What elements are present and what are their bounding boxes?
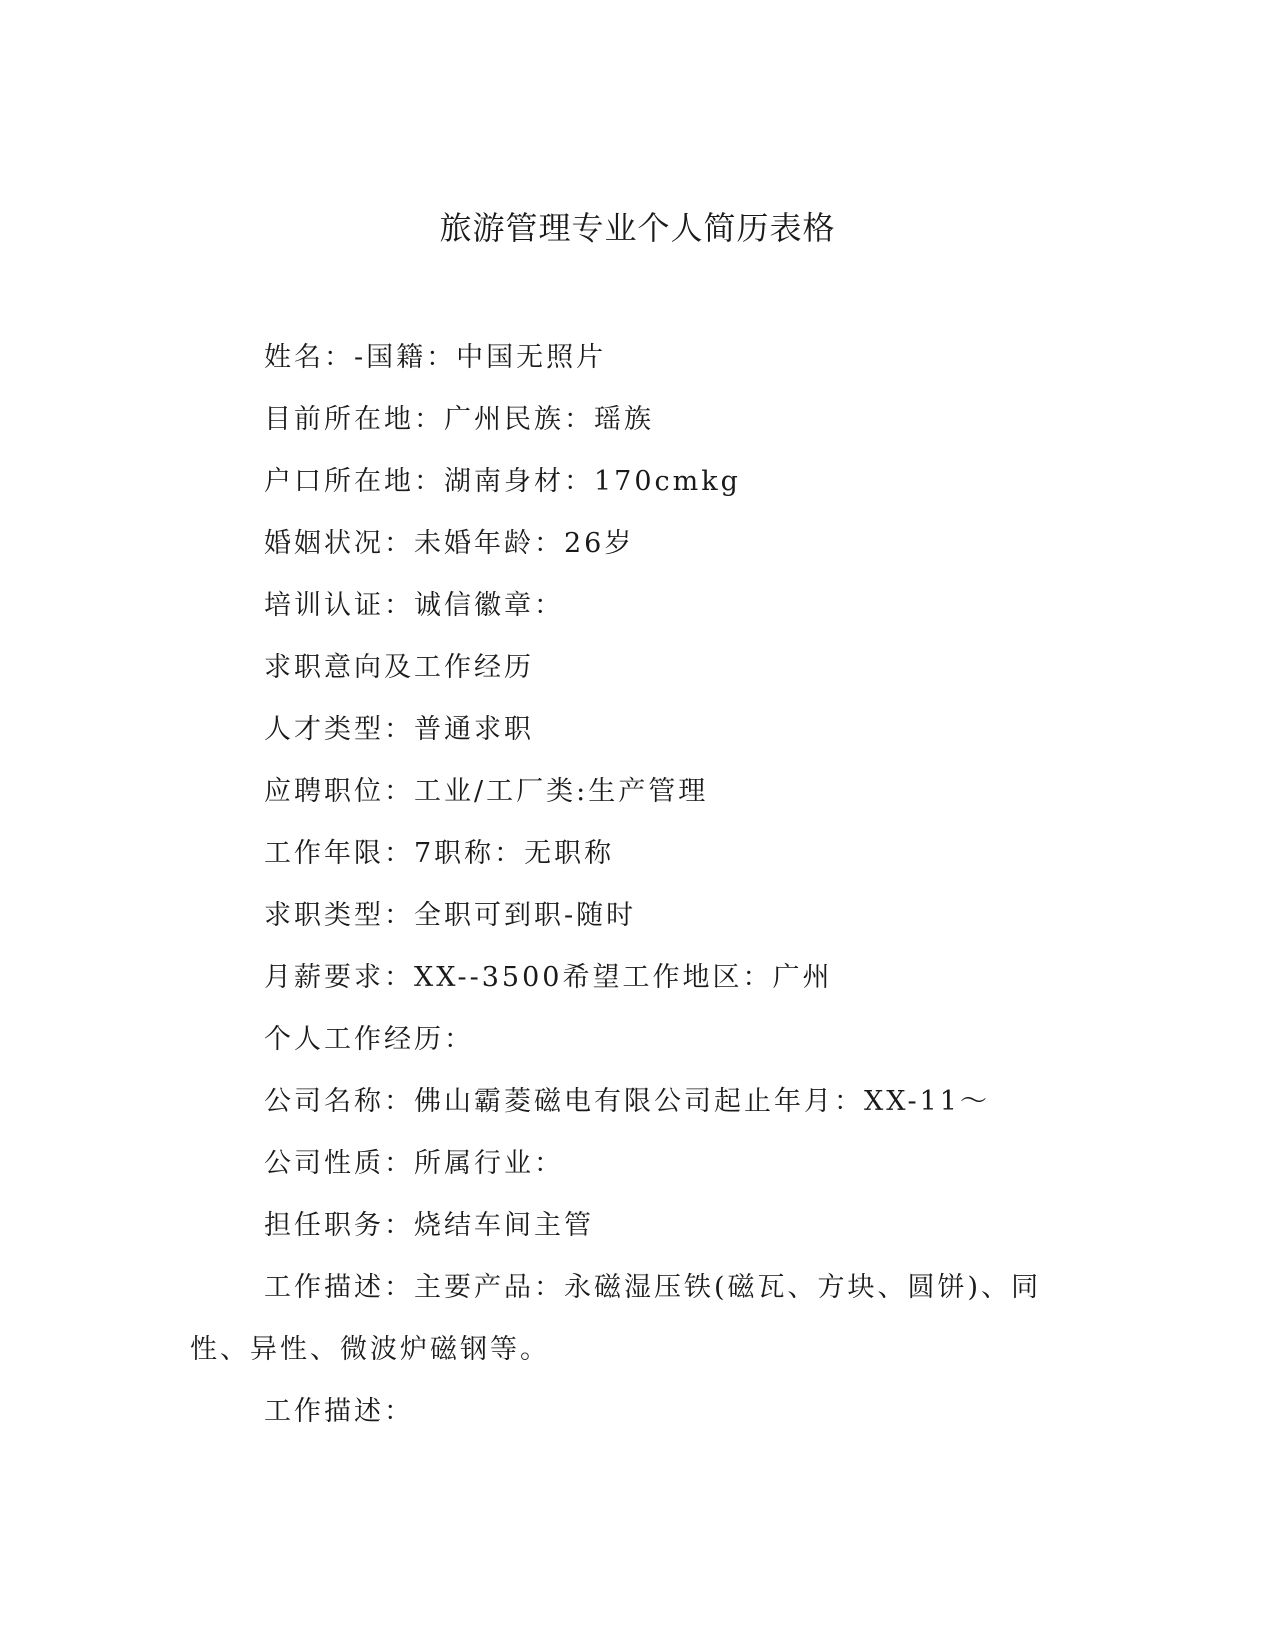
text-line-location-ethnicity: 目前所在地：广州民族：瑶族 <box>264 404 654 435</box>
text-line-position: 应聘职位：工业/工厂类:生产管理 <box>264 776 709 807</box>
text-line-marital-age: 婚姻状况：未婚年龄：26岁 <box>264 528 635 559</box>
text-line-hukou-height: 户口所在地：湖南身材：170cmkg <box>264 466 741 497</box>
text-line-certification: 培训认证：诚信徽章： <box>264 590 564 621</box>
document-body <box>190 327 1070 1443</box>
document-title: 旅游管理专业个人简历表格 <box>439 209 836 247</box>
text-line-work-years: 工作年限：7职称：无职称 <box>264 838 615 869</box>
text-line-job-title: 担任职务：烧结车间主管 <box>264 1210 594 1241</box>
text-line-job-type: 求职类型：全职可到职-随时 <box>264 900 637 931</box>
text-line-job-description-2: 工作描述： <box>264 1396 414 1427</box>
text-line-salary-region: 月薪要求：XX--3500希望工作地区：广州 <box>264 962 833 993</box>
section-heading-work-history: 个人工作经历： <box>264 1024 474 1055</box>
text-line-job-description: 工作描述：主要产品：永磁湿压铁(磁瓦、方块、圆饼)、同性、异性、微波炉磁钢等。 <box>190 1272 1042 1365</box>
text-line-company-nature: 公司性质：所属行业： <box>264 1148 564 1179</box>
section-heading-job-intent: 求职意向及工作经历 <box>264 652 534 683</box>
text-line-name-nationality: 姓名：-国籍：中国无照片 <box>264 342 607 373</box>
text-line-talent-type: 人才类型：普通求职 <box>264 714 534 745</box>
text-line-company-name: 公司名称：佛山霸菱磁电有限公司起止年月：XX-11～ <box>264 1086 990 1117</box>
